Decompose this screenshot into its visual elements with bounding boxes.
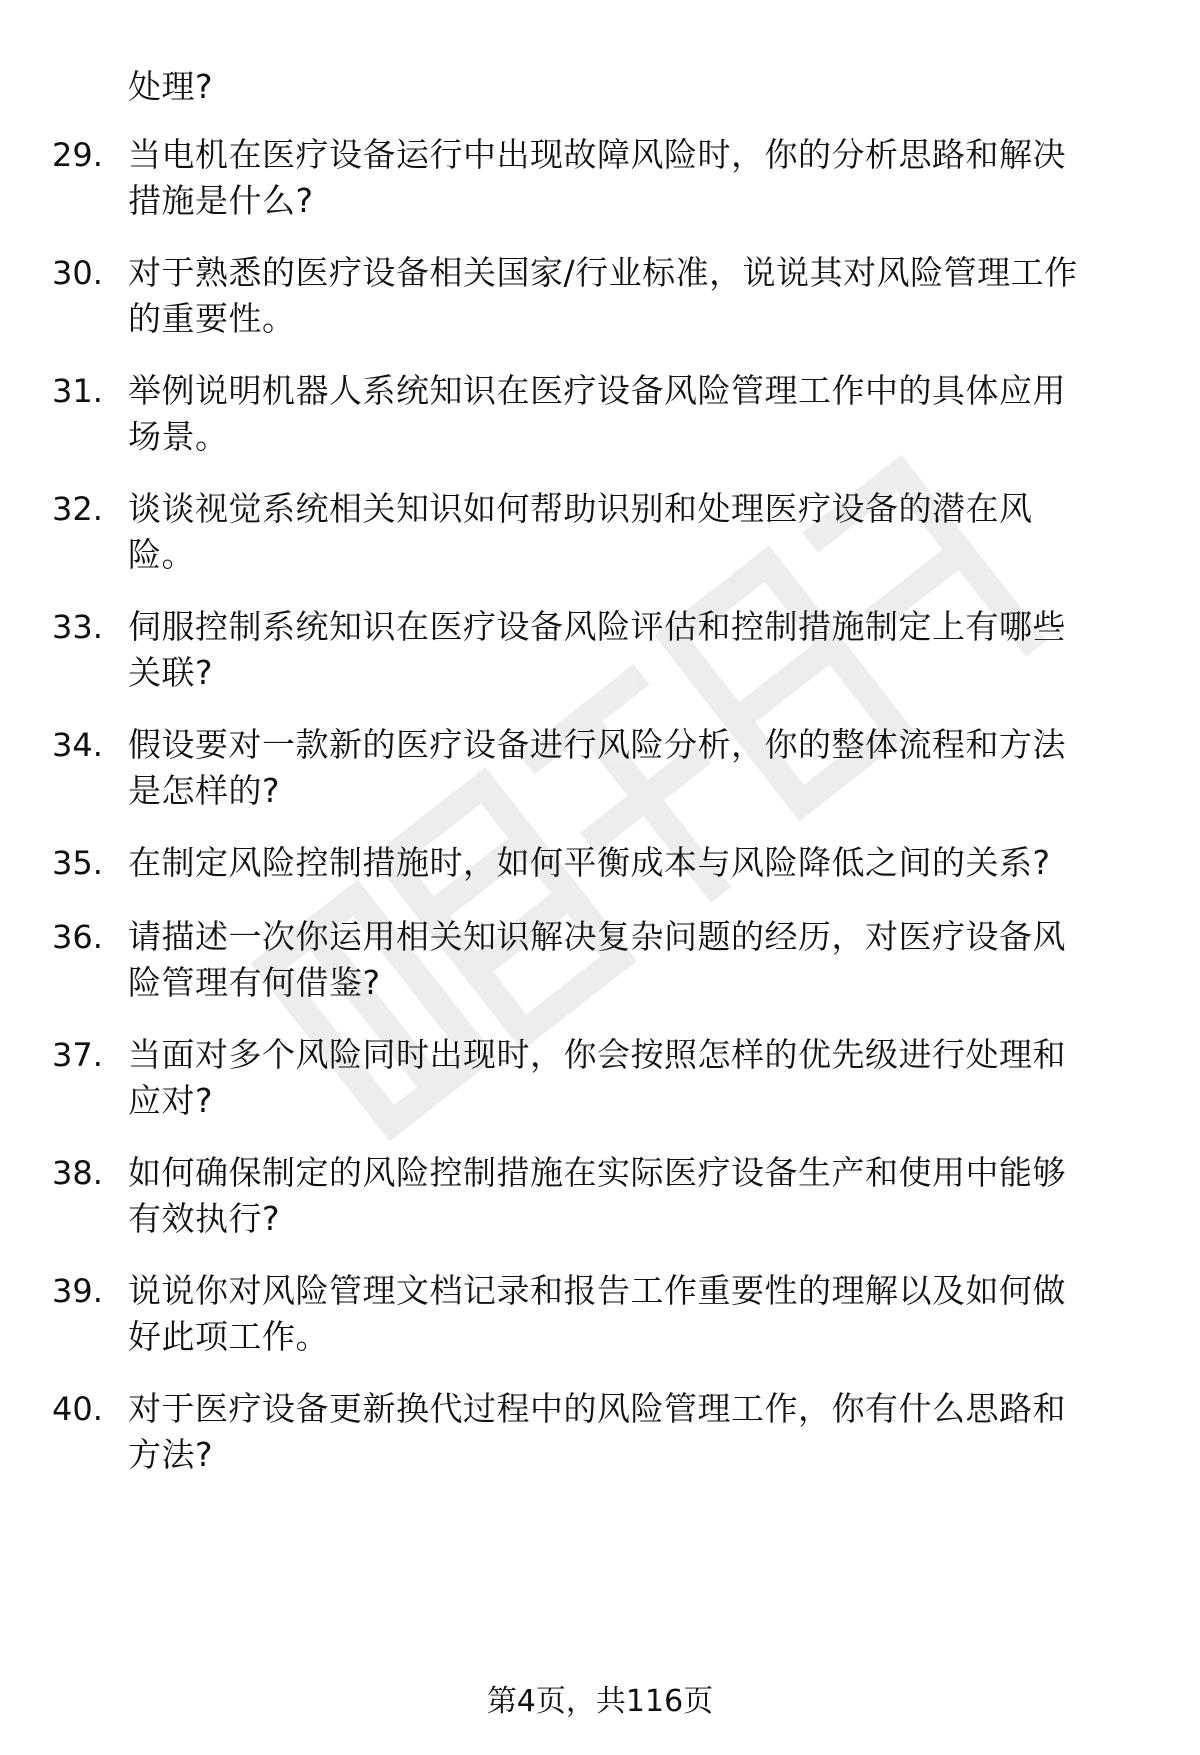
question-number: 39. (52, 1272, 103, 1310)
question-number: 29. (52, 136, 103, 174)
question-line: 对于医疗设备更新换代过程中的风险管理工作，你有什么思路和 (128, 1389, 1066, 1428)
question-number: 31. (52, 372, 103, 410)
question-line: 应对? (128, 1081, 214, 1120)
question-text (128, 1268, 1148, 1360)
question-text (128, 914, 1148, 1006)
question-line: 假设要对一款新的医疗设备进行风险分析，你的整体流程和方法 (128, 725, 1066, 764)
continuation-text: 处理? (128, 67, 214, 106)
question-line: 对于熟悉的医疗设备相关国家/行业标准，说说其对风险管理工作 (128, 253, 1078, 292)
question-number: 32. (52, 490, 103, 528)
question-line: 险管理有何借鉴? (128, 963, 381, 1002)
question-line: 谈谈视觉系统相关知识如何帮助识别和处理医疗设备的潜在风 (128, 489, 1033, 528)
question-number: 36. (52, 918, 103, 956)
question-line: 如何确保制定的风险控制措施在实际医疗设备生产和使用中能够 (128, 1153, 1066, 1192)
question-text (128, 132, 1148, 224)
question-line: 伺服控制系统知识在医疗设备风险评估和控制措施制定上有哪些 (128, 607, 1066, 646)
question-line: 险。 (128, 535, 195, 574)
question-text (128, 722, 1148, 814)
question-line: 当面对多个风险同时出现时，你会按照怎样的优先级进行处理和 (128, 1035, 1066, 1074)
question-text (128, 1150, 1148, 1242)
question-text (128, 486, 1148, 578)
question-text (128, 604, 1148, 696)
page-footer (0, 1682, 1200, 1722)
question-number: 34. (52, 726, 103, 764)
question-line: 请描述一次你运用相关知识解决复杂问题的经历，对医疗设备风 (128, 917, 1066, 956)
question-line: 场景。 (128, 417, 229, 456)
question-text (128, 840, 1148, 886)
question-line: 的重要性。 (128, 299, 296, 338)
question-text (128, 1032, 1148, 1124)
question-line: 说说你对风险管理文档记录和报告工作重要性的理解以及如何做 (128, 1271, 1066, 1310)
question-line: 有效执行? (128, 1199, 281, 1238)
question-line: 当电机在医疗设备运行中出现故障风险时，你的分析思路和解决 (128, 135, 1066, 174)
question-line: 关联? (128, 653, 214, 692)
question-text (128, 250, 1148, 342)
question-line: 措施是什么? (128, 181, 314, 220)
question-number: 30. (52, 254, 103, 292)
question-line: 好此项工作。 (128, 1317, 329, 1356)
question-text (128, 368, 1148, 460)
question-line: 举例说明机器人系统知识在医疗设备风险管理工作中的具体应用 (128, 371, 1066, 410)
page-number-label: 第4页，共116页 (486, 1684, 714, 1719)
question-line: 在制定风险控制措施时，如何平衡成本与风险降低之间的关系? (128, 843, 1051, 882)
question-number: 35. (52, 844, 103, 882)
question-number: 40. (52, 1390, 103, 1428)
question-number: 37. (52, 1036, 103, 1074)
question-line: 是怎样的? (128, 771, 281, 810)
question-number: 38. (52, 1154, 103, 1192)
question-number: 33. (52, 608, 103, 646)
question-text (128, 1386, 1148, 1478)
question-line: 方法? (128, 1435, 214, 1474)
